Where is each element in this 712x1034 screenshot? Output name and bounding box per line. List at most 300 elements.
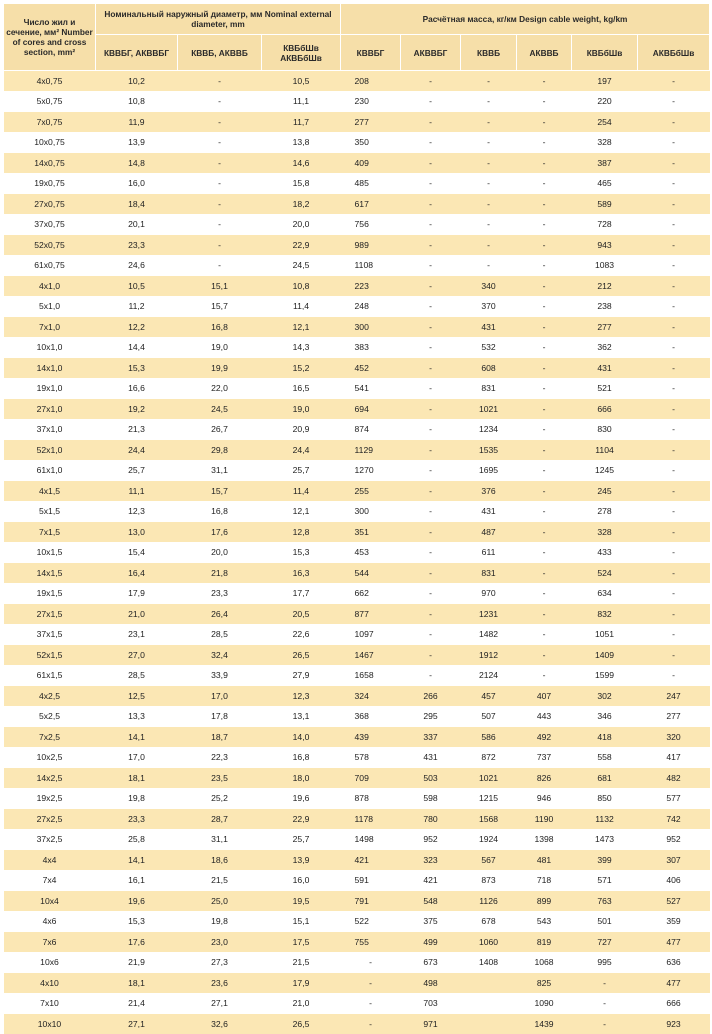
weight-cell: - [401, 91, 461, 112]
weight-cell: 492 [517, 727, 572, 748]
weight-cell: - [401, 173, 461, 194]
weight-cell: - [517, 563, 572, 584]
cores-section-cell: 19x2,5 [4, 788, 96, 809]
diameter-cell: - [178, 112, 262, 133]
diameter-cell: 17,9 [96, 583, 178, 604]
weight-cell: - [638, 440, 710, 461]
table-row [4, 686, 710, 707]
weight-cell: 825 [517, 973, 572, 994]
weight-cell: 439 [341, 727, 401, 748]
cable-spec-table [3, 3, 710, 1034]
weight-cell: 899 [517, 891, 572, 912]
weight-cell: - [341, 993, 401, 1014]
weight-cell: 421 [341, 850, 401, 871]
weight-cell: 499 [401, 932, 461, 953]
diameter-cell: 17,0 [96, 747, 178, 768]
weight-cell: 873 [461, 870, 517, 891]
weight-cell: 591 [341, 870, 401, 891]
cores-section-cell: 37x1,0 [4, 419, 96, 440]
weight-cell: 703 [401, 993, 461, 1014]
weight-cell: 418 [572, 727, 638, 748]
weight-cell: 1439 [517, 1014, 572, 1034]
diameter-cell: 31,1 [178, 829, 262, 850]
weight-cell: 571 [572, 870, 638, 891]
diameter-cell: 23,6 [178, 973, 262, 994]
weight-cell: 431 [572, 358, 638, 379]
cores-section-cell: 27x1,0 [4, 399, 96, 420]
weight-cell: 877 [341, 604, 401, 625]
table-row [4, 911, 710, 932]
table-row [4, 973, 710, 994]
weight-cell: - [341, 973, 401, 994]
weight-cell: - [401, 255, 461, 276]
weight-cell: - [638, 378, 710, 399]
weight-cell: 878 [341, 788, 401, 809]
diameter-cell: 16,3 [262, 563, 341, 584]
weight-cell: - [638, 214, 710, 235]
diameter-cell: - [178, 214, 262, 235]
diameter-cell: 26,4 [178, 604, 262, 625]
diameter-cell: 28,5 [96, 665, 178, 686]
header-diameter-col: КВВБГ, АКВВБГ [96, 35, 178, 71]
weight-cell: 328 [572, 522, 638, 543]
weight-cell: - [638, 563, 710, 584]
table-row [4, 522, 710, 543]
diameter-cell: 18,4 [96, 194, 178, 215]
weight-cell: 830 [572, 419, 638, 440]
weight-cell: 230 [341, 91, 401, 112]
diameter-cell: 19,6 [262, 788, 341, 809]
table-row [4, 665, 710, 686]
weight-cell: - [638, 604, 710, 625]
diameter-cell: 13,8 [262, 132, 341, 153]
diameter-cell: 22,9 [262, 235, 341, 256]
diameter-cell: 18,1 [96, 973, 178, 994]
weight-cell: 323 [401, 850, 461, 871]
weight-cell: 1090 [517, 993, 572, 1014]
weight-cell: 874 [341, 419, 401, 440]
cores-section-cell: 10x2,5 [4, 747, 96, 768]
weight-cell: 421 [401, 870, 461, 891]
cores-section-cell: 7x2,5 [4, 727, 96, 748]
cores-section-cell: 52x1,5 [4, 645, 96, 666]
header-weight-col: КВВБГ [341, 35, 401, 71]
header-diameter-col: КВБбШв АКВБбШв [262, 35, 341, 71]
weight-cell: 1658 [341, 665, 401, 686]
cores-section-cell: 37x1,5 [4, 624, 96, 645]
weight-cell: - [517, 194, 572, 215]
table-row [4, 645, 710, 666]
weight-cell [461, 993, 517, 1014]
diameter-cell: 18,1 [96, 768, 178, 789]
cores-section-cell: 4x2,5 [4, 686, 96, 707]
diameter-cell: 10,8 [96, 91, 178, 112]
header-diameter-col: КВВБ, АКВВБ [178, 35, 262, 71]
weight-cell: 989 [341, 235, 401, 256]
diameter-cell: 14,4 [96, 337, 178, 358]
weight-cell: - [638, 337, 710, 358]
weight-cell: 507 [461, 706, 517, 727]
weight-cell: - [638, 624, 710, 645]
weight-cell: 1108 [341, 255, 401, 276]
weight-cell: 485 [341, 173, 401, 194]
diameter-cell: 12,1 [262, 317, 341, 338]
diameter-cell: 31,1 [178, 460, 262, 481]
weight-cell: 375 [401, 911, 461, 932]
diameter-cell: 25,0 [178, 891, 262, 912]
weight-cell: - [461, 132, 517, 153]
weight-cell: 1129 [341, 440, 401, 461]
diameter-cell: 11,4 [262, 481, 341, 502]
diameter-cell: 26,5 [262, 645, 341, 666]
weight-cell: 636 [638, 952, 710, 973]
weight-cell: - [401, 583, 461, 604]
weight-cell: - [638, 481, 710, 502]
weight-cell: - [572, 993, 638, 1014]
weight-cell: 589 [572, 194, 638, 215]
diameter-cell: 17,6 [96, 932, 178, 953]
weight-cell: 1021 [461, 399, 517, 420]
weight-cell: 970 [461, 583, 517, 604]
weight-cell: 952 [401, 829, 461, 850]
weight-cell: 673 [401, 952, 461, 973]
weight-cell: - [638, 399, 710, 420]
weight-cell: 971 [401, 1014, 461, 1034]
weight-cell: 832 [572, 604, 638, 625]
weight-cell: 728 [572, 214, 638, 235]
weight-cell: - [401, 604, 461, 625]
cores-section-cell: 27x0,75 [4, 194, 96, 215]
diameter-cell: 26,7 [178, 419, 262, 440]
diameter-cell: 15,3 [262, 542, 341, 563]
weight-cell: 245 [572, 481, 638, 502]
diameter-cell: 25,7 [262, 460, 341, 481]
diameter-cell: - [178, 194, 262, 215]
weight-cell: 923 [638, 1014, 710, 1034]
weight-cell: 578 [341, 747, 401, 768]
diameter-cell: 24,6 [96, 255, 178, 276]
weight-cell: 417 [638, 747, 710, 768]
weight-cell: 433 [572, 542, 638, 563]
weight-cell: - [341, 952, 401, 973]
weight-cell: 524 [572, 563, 638, 584]
weight-cell: - [401, 194, 461, 215]
diameter-cell: 12,1 [262, 501, 341, 522]
diameter-cell: 24,4 [96, 440, 178, 461]
diameter-cell: 22,9 [262, 809, 341, 830]
weight-cell: - [401, 132, 461, 153]
diameter-cell: 18,7 [178, 727, 262, 748]
weight-cell: 742 [638, 809, 710, 830]
diameter-cell: 25,8 [96, 829, 178, 850]
weight-cell: 694 [341, 399, 401, 420]
weight-cell: 1912 [461, 645, 517, 666]
weight-cell: 443 [517, 706, 572, 727]
diameter-cell: 12,5 [96, 686, 178, 707]
weight-cell: 406 [638, 870, 710, 891]
weight-cell: - [461, 214, 517, 235]
weight-cell: 1695 [461, 460, 517, 481]
weight-cell: 819 [517, 932, 572, 953]
cores-section-cell: 4x1,0 [4, 276, 96, 297]
diameter-cell: 14,6 [262, 153, 341, 174]
diameter-cell: 23,3 [96, 235, 178, 256]
weight-cell: 197 [572, 71, 638, 92]
weight-cell: 277 [341, 112, 401, 133]
diameter-cell: 12,2 [96, 317, 178, 338]
table-row [4, 993, 710, 1014]
table-row [4, 440, 710, 461]
diameter-cell: 14,1 [96, 850, 178, 871]
cores-section-cell: 7x0,75 [4, 112, 96, 133]
diameter-cell: 17,9 [262, 973, 341, 994]
diameter-cell: 16,8 [178, 501, 262, 522]
cores-section-cell: 10x1,0 [4, 337, 96, 358]
table-row [4, 173, 710, 194]
diameter-cell: 16,8 [178, 317, 262, 338]
diameter-cell: - [178, 132, 262, 153]
diameter-cell: 17,5 [262, 932, 341, 953]
weight-cell: 277 [572, 317, 638, 338]
weight-cell: 872 [461, 747, 517, 768]
table-row [4, 768, 710, 789]
table-row [4, 788, 710, 809]
cores-section-cell: 37x0,75 [4, 214, 96, 235]
weight-cell: 1270 [341, 460, 401, 481]
diameter-cell: 32,4 [178, 645, 262, 666]
diameter-cell: 19,8 [178, 911, 262, 932]
cores-section-cell: 14x2,5 [4, 768, 96, 789]
cores-section-cell: 19x0,75 [4, 173, 96, 194]
diameter-cell: 22,3 [178, 747, 262, 768]
weight-cell: 370 [461, 296, 517, 317]
weight-cell: 1021 [461, 768, 517, 789]
table-row [4, 276, 710, 297]
weight-cell: - [401, 460, 461, 481]
weight-cell: - [517, 399, 572, 420]
weight-cell: 482 [638, 768, 710, 789]
diameter-cell: 14,3 [262, 337, 341, 358]
weight-cell: 351 [341, 522, 401, 543]
diameter-cell: 27,1 [178, 993, 262, 1014]
table-row [4, 255, 710, 276]
weight-cell: - [517, 624, 572, 645]
weight-cell: 1178 [341, 809, 401, 830]
weight-cell: 328 [572, 132, 638, 153]
diameter-cell: 27,9 [262, 665, 341, 686]
weight-cell: - [638, 153, 710, 174]
cores-section-cell: 14x1,0 [4, 358, 96, 379]
weight-cell: 662 [341, 583, 401, 604]
diameter-cell: 17,0 [178, 686, 262, 707]
diameter-cell: 25,7 [96, 460, 178, 481]
table-row [4, 829, 710, 850]
diameter-cell: 15,2 [262, 358, 341, 379]
diameter-cell: 15,1 [178, 276, 262, 297]
weight-cell: - [461, 153, 517, 174]
diameter-cell: - [178, 255, 262, 276]
weight-cell: 577 [638, 788, 710, 809]
cores-section-cell: 10x0,75 [4, 132, 96, 153]
weight-cell: 1245 [572, 460, 638, 481]
weight-cell: - [517, 481, 572, 502]
table-row [4, 932, 710, 953]
weight-cell: 1473 [572, 829, 638, 850]
weight-cell: 453 [341, 542, 401, 563]
weight-cell: 254 [572, 112, 638, 133]
weight-cell: 1132 [572, 809, 638, 830]
weight-cell: 1215 [461, 788, 517, 809]
diameter-cell: 16,8 [262, 747, 341, 768]
table-body [4, 71, 710, 1034]
diameter-cell: 24,5 [178, 399, 262, 420]
cores-section-cell: 19x1,0 [4, 378, 96, 399]
weight-cell: - [517, 378, 572, 399]
weight-cell: - [638, 501, 710, 522]
diameter-cell: - [178, 153, 262, 174]
weight-cell: 791 [341, 891, 401, 912]
weight-cell: 212 [572, 276, 638, 297]
weight-cell: 1568 [461, 809, 517, 830]
weight-cell: - [638, 665, 710, 686]
diameter-cell: 19,6 [96, 891, 178, 912]
cores-section-cell: 4x6 [4, 911, 96, 932]
table-row [4, 132, 710, 153]
table-row [4, 214, 710, 235]
weight-cell: 850 [572, 788, 638, 809]
weight-cell: - [461, 173, 517, 194]
weight-cell: 407 [517, 686, 572, 707]
weight-cell: 278 [572, 501, 638, 522]
diameter-cell: 19,8 [96, 788, 178, 809]
weight-cell: 1104 [572, 440, 638, 461]
cores-section-cell: 7x1,5 [4, 522, 96, 543]
diameter-cell: 21,4 [96, 993, 178, 1014]
table-row [4, 317, 710, 338]
weight-cell: - [401, 317, 461, 338]
weight-cell: 634 [572, 583, 638, 604]
weight-cell: - [638, 460, 710, 481]
weight-cell: 831 [461, 378, 517, 399]
table-row [4, 624, 710, 645]
table-row [4, 891, 710, 912]
diameter-cell: 17,8 [178, 706, 262, 727]
cores-section-cell: 14x1,5 [4, 563, 96, 584]
table-row [4, 460, 710, 481]
weight-cell: - [401, 624, 461, 645]
weight-cell: 1467 [341, 645, 401, 666]
weight-cell: - [638, 71, 710, 92]
diameter-cell: 14,1 [96, 727, 178, 748]
diameter-cell: 28,5 [178, 624, 262, 645]
weight-cell: 2124 [461, 665, 517, 686]
weight-cell: 608 [461, 358, 517, 379]
weight-cell: 737 [517, 747, 572, 768]
weight-cell: - [638, 194, 710, 215]
header-weight-col: КВВБ [461, 35, 517, 71]
diameter-cell: 13,9 [96, 132, 178, 153]
diameter-cell: - [178, 235, 262, 256]
table-row [4, 563, 710, 584]
header-diameter-group: Номинальный наружный диаметр, мм Nominal external diameter, mm [96, 4, 341, 35]
weight-cell: 780 [401, 809, 461, 830]
weight-cell: 220 [572, 91, 638, 112]
weight-cell: 1398 [517, 829, 572, 850]
weight-cell: - [638, 583, 710, 604]
weight-cell: 346 [572, 706, 638, 727]
diameter-cell: 20,9 [262, 419, 341, 440]
weight-cell: 681 [572, 768, 638, 789]
cores-section-cell: 10x10 [4, 1014, 96, 1034]
weight-cell: - [517, 296, 572, 317]
weight-cell: 431 [401, 747, 461, 768]
cores-section-cell: 4x4 [4, 850, 96, 871]
cores-section-cell: 4x10 [4, 973, 96, 994]
diameter-cell: 22,6 [262, 624, 341, 645]
weight-cell: 457 [461, 686, 517, 707]
weight-cell: 1482 [461, 624, 517, 645]
weight-cell: 208 [341, 71, 401, 92]
weight-cell: 324 [341, 686, 401, 707]
weight-cell: - [401, 501, 461, 522]
diameter-cell: 13,1 [262, 706, 341, 727]
diameter-cell: 11,2 [96, 296, 178, 317]
weight-cell: - [401, 399, 461, 420]
cores-section-cell: 5x2,5 [4, 706, 96, 727]
diameter-cell: 19,2 [96, 399, 178, 420]
weight-cell: - [401, 542, 461, 563]
weight-cell: 522 [341, 911, 401, 932]
diameter-cell: 18,6 [178, 850, 262, 871]
diameter-cell: 11,4 [262, 296, 341, 317]
weight-cell: 368 [341, 706, 401, 727]
diameter-cell: 15,8 [262, 173, 341, 194]
table-row [4, 727, 710, 748]
diameter-cell: 13,3 [96, 706, 178, 727]
weight-cell: 666 [572, 399, 638, 420]
weight-cell: - [638, 91, 710, 112]
cores-section-cell: 27x1,5 [4, 604, 96, 625]
diameter-cell: 15,3 [96, 911, 178, 932]
diameter-cell: 18,0 [262, 768, 341, 789]
diameter-cell: 21,8 [178, 563, 262, 584]
weight-cell: 1498 [341, 829, 401, 850]
weight-cell: 1190 [517, 809, 572, 830]
table-row [4, 542, 710, 563]
table-row [4, 358, 710, 379]
weight-cell: 362 [572, 337, 638, 358]
weight-cell: - [517, 583, 572, 604]
weight-cell: 503 [401, 768, 461, 789]
weight-cell: 359 [638, 911, 710, 932]
diameter-cell: 11,9 [96, 112, 178, 133]
diameter-cell: 18,2 [262, 194, 341, 215]
table-row [4, 71, 710, 92]
diameter-cell: 21,0 [96, 604, 178, 625]
diameter-cell: 13,9 [262, 850, 341, 871]
header-weight-col: АКВБбШв [638, 35, 710, 71]
weight-cell: 223 [341, 276, 401, 297]
table-row [4, 378, 710, 399]
diameter-cell: 15,7 [178, 296, 262, 317]
weight-cell: 300 [341, 317, 401, 338]
cores-section-cell: 27x2,5 [4, 809, 96, 830]
weight-cell: 1234 [461, 419, 517, 440]
table-row [4, 153, 710, 174]
weight-cell: 548 [401, 891, 461, 912]
table-row [4, 583, 710, 604]
weight-cell: - [401, 645, 461, 666]
